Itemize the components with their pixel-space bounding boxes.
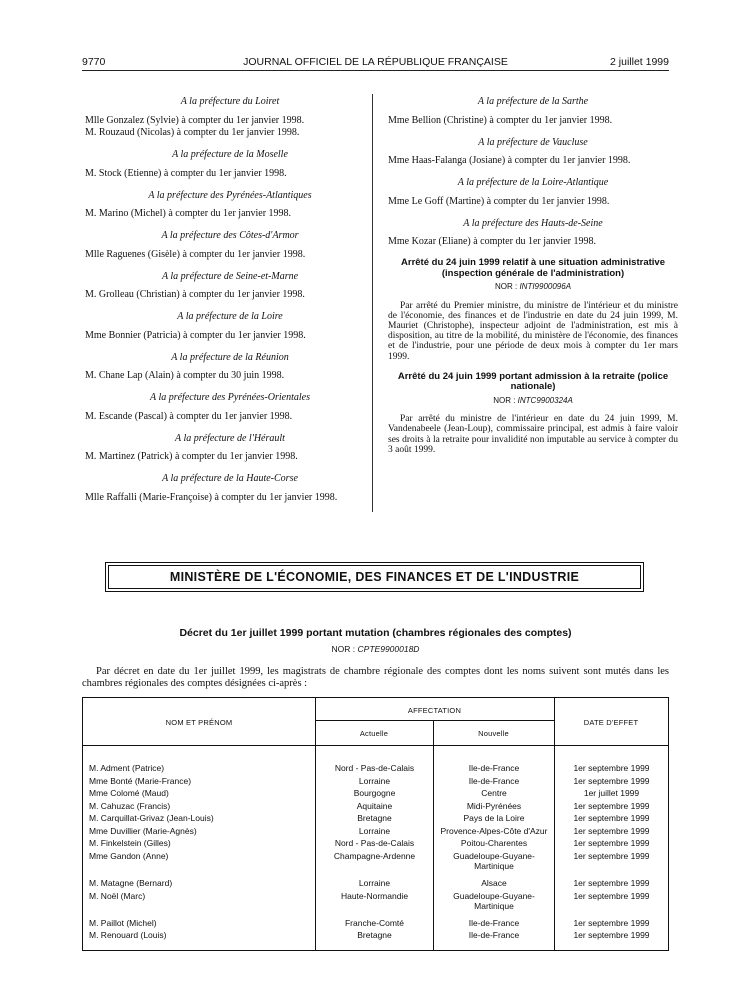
prefecture-heading: A la préfecture de la Loire-Atlantique xyxy=(457,177,609,188)
arrete-2-nor: NOR : INTC9900324A xyxy=(493,395,573,405)
appointment-entry: Mme Bellion (Christine) à compter du 1er janvier 1998. xyxy=(388,114,613,126)
row-affectation-actuelle: Franche-Comté xyxy=(344,918,405,928)
appointment-entry: M. Grolleau (Christian) à compter du 1er janvier 1998. xyxy=(85,289,305,300)
prefecture-heading: A la préfecture des Hauts-de-Seine xyxy=(463,217,603,229)
table-header-rule xyxy=(83,745,668,746)
row-name xyxy=(89,838,313,848)
col-header-affectation: AFFECTATION xyxy=(407,706,462,715)
row-name-text: M. Cahuzac (Francis) xyxy=(89,801,171,811)
prefecture-heading: A la préfecture de la Haute-Corse xyxy=(162,473,298,484)
row-name xyxy=(89,801,313,811)
prefecture-section xyxy=(85,311,375,342)
prefecture-heading: A la préfecture de l'Hérault xyxy=(175,432,285,444)
row-date-effet: 1er septembre 1999 xyxy=(573,918,650,928)
issue-date: 2 juillet 1999 xyxy=(610,56,669,68)
row-affectation-actuelle: Bourgogne xyxy=(353,788,396,798)
decret-nor: NOR : CPTE9900018D xyxy=(331,644,420,654)
prefecture-section xyxy=(388,137,678,168)
row-affectation-actuelle: Bretagne xyxy=(357,930,392,940)
col-header-nouvelle: Nouvelle xyxy=(478,729,509,738)
row-affectation-nouvelle: Ile-de-France xyxy=(468,930,520,940)
row-name-text: Mme Colomé (Maud) xyxy=(89,788,169,798)
header-rule xyxy=(82,70,669,71)
prefecture-section xyxy=(388,177,678,208)
page-number: 9770 xyxy=(82,56,106,68)
prefecture-section xyxy=(388,96,678,127)
appointment-entry: M. Martinez (Patrick) à compter du 1er janvier 1998. xyxy=(85,451,298,462)
row-name xyxy=(89,851,313,861)
row-name xyxy=(89,763,313,773)
row-affectation-actuelle: Lorraine xyxy=(358,776,391,786)
table-divider xyxy=(315,720,554,721)
row-name-text: M. Noël (Marc) xyxy=(89,891,146,901)
left-column xyxy=(85,96,375,514)
appointment-entry: Mme Bonnier (Patricia) à compter du 1er janvier 1998. xyxy=(85,329,306,341)
row-date-effet: 1er septembre 1999 xyxy=(573,826,650,836)
row-affectation-nouvelle: Pays de la Loire xyxy=(463,813,525,823)
arrete-1-nor: NOR : INTI9900096A xyxy=(494,282,572,291)
row-name xyxy=(89,788,313,798)
table-divider xyxy=(554,698,555,950)
row-affectation-nouvelle: Guadeloupe-Guyane-Martinique xyxy=(453,891,535,911)
decret-title: Décret du 1er juillet 1999 portant mutation (chambres régionales des comptes) xyxy=(179,627,572,639)
appointment-entry: Mlle Raffalli (Marie-Françoise) à compter du 1er janvier 1998. xyxy=(85,491,338,503)
prefecture-section xyxy=(85,230,375,261)
arrete-inspection xyxy=(388,258,678,362)
row-name xyxy=(89,930,313,940)
row-name-text: Mme Bonté (Marie-France) xyxy=(89,776,192,786)
row-affectation-nouvelle: Alsace xyxy=(481,878,507,888)
prefecture-section xyxy=(85,271,375,302)
row-affectation-actuelle: Nord - Pas-de-Calais xyxy=(334,838,415,848)
row-date-effet: 1er septembre 1999 xyxy=(573,763,650,773)
prefecture-section xyxy=(85,433,375,464)
prefecture-section xyxy=(388,218,678,249)
col-header-actuelle: Actuelle xyxy=(359,729,389,738)
row-affectation-nouvelle: Ile-de-France xyxy=(468,776,520,786)
prefecture-heading: A la préfecture de Seine-et-Marne xyxy=(161,270,299,282)
row-name xyxy=(89,776,313,786)
row-name-text: M. Finkelstein (Gilles) xyxy=(89,838,171,848)
appointment-entry: Mme Kozar (Eliane) à compter du 1er janvier 1998. xyxy=(388,236,596,247)
row-date-effet: 1er septembre 1999 xyxy=(573,813,650,823)
prefecture-section xyxy=(85,96,375,140)
col-header-name: NOM ET PRÉNOM xyxy=(165,718,233,727)
row-affectation-nouvelle: Midi-Pyrénées xyxy=(466,801,522,811)
row-name xyxy=(89,878,313,888)
prefecture-heading: A la préfecture des Pyrénées-Orientales xyxy=(150,392,310,403)
prefecture-heading: A la préfecture de la Sarthe xyxy=(477,96,589,107)
right-column xyxy=(388,96,678,465)
row-affectation-nouvelle: Ile-de-France xyxy=(468,918,520,928)
row-affectation-actuelle: Nord - Pas-de-Calais xyxy=(334,763,415,773)
row-date-effet: 1er septembre 1999 xyxy=(573,838,650,848)
appointment-entry: M. Stock (Etienne) à compter du 1er janvier 1998. xyxy=(85,167,287,179)
row-name xyxy=(89,826,313,836)
appointment-entry: M. Marino (Michel) à compter du 1er janvier 1998. xyxy=(85,208,292,219)
appointment-entry: M. Chane Lap (Alain) à compter du 30 juin 1998. xyxy=(85,370,285,381)
appointment-entry: Mme Le Goff (Martine) à compter du 1er janvier 1998. xyxy=(388,195,610,207)
decret-intro: Par décret en date du 1er juillet 1999, les magistrats de chambre régionale des comptes dont les noms suivent sont mutés dans les chambres régionales des comptes désignées ci-après : xyxy=(82,666,669,689)
prefecture-heading: A la préfecture de la Loire xyxy=(177,311,283,322)
right-prefecture-list xyxy=(388,96,678,249)
appointment-entry: M. Escande (Pascal) à compter du 1er janvier 1998. xyxy=(85,410,293,422)
arrete-2-title: Arrêté du 24 juin 1999 portant admission à la retraite (police nationale) xyxy=(397,370,669,393)
appointment-entry: Mme Haas-Falanga (Josiane) à compter du 1er janvier 1998. xyxy=(388,155,631,166)
col-header-date: DATE D'EFFET xyxy=(583,718,639,727)
arrete-1-title: Arrêté du 24 juin 1999 relatif à une situation administrative (inspection générale de l'administration) xyxy=(401,257,665,279)
row-date-effet: 1er septembre 1999 xyxy=(573,851,650,861)
prefecture-heading: A la préfecture de la Moselle xyxy=(172,149,288,160)
ministry-banner: MINISTÈRE DE L'ÉCONOMIE, DES FINANCES ET DE L'INDUSTRIE xyxy=(108,565,641,589)
row-affectation-actuelle: Bretagne xyxy=(357,813,392,823)
row-affectation-nouvelle: Ile-de-France xyxy=(468,763,520,773)
row-name-text: Mme Duvillier (Marie-Agnès) xyxy=(89,826,197,836)
row-name-text: M. Carquillat-Grivaz (Jean-Louis) xyxy=(89,813,214,823)
row-date-effet: 1er septembre 1999 xyxy=(573,891,650,901)
row-affectation-actuelle: Lorraine xyxy=(358,826,391,836)
row-date-effet: 1er septembre 1999 xyxy=(573,776,650,786)
prefecture-section xyxy=(85,149,375,180)
journal-title: JOURNAL OFFICIEL DE LA RÉPUBLIQUE FRANÇAISE xyxy=(243,56,508,68)
appointment-entry: M. Rouzaud (Nicolas) à compter du 1er janvier 1998. xyxy=(85,127,300,138)
prefecture-section xyxy=(85,473,375,504)
row-date-effet: 1er septembre 1999 xyxy=(573,878,650,888)
prefecture-heading: A la préfecture des Côtes-d'Armor xyxy=(161,230,299,241)
row-affectation-nouvelle: Guadeloupe-Guyane-Martinique xyxy=(453,851,535,871)
row-name-text: M. Matagne (Bernard) xyxy=(89,878,173,888)
row-name xyxy=(89,813,313,823)
row-date-effet: 1er septembre 1999 xyxy=(573,801,650,811)
prefecture-section xyxy=(85,392,375,423)
row-name xyxy=(89,891,313,901)
arrete-1-body: Par arrêté du Premier ministre, du ministre de l'intérieur et du ministre de l'économie, des finances et de l'industrie en date du 24 juin 1999, M. Mauriet (Christophe), inspecteur adjoint de l'administration, est mis à disposition, au titre de la mobilité, du ministère de l'économie, des finances et de l'industrie, pour une période de deux mois à compter du 1er mars 1999. xyxy=(388,300,678,362)
row-name-text: M. Adment (Patrice) xyxy=(89,763,165,773)
prefecture-heading: A la préfecture des Pyrénées-Atlantiques xyxy=(148,189,312,201)
row-affectation-actuelle: Haute-Normandie xyxy=(340,891,409,901)
prefecture-heading: A la préfecture de la Réunion xyxy=(171,351,289,363)
arrete-2-body: Par arrêté du ministre de l'intérieur en date du 24 juin 1999, M. Vandenabeele (Jean-Loup), commissaire principal, est admis à faire valoir ses droits à la retraite pour invalidité non imputable au service à compter du 3 août 1999. xyxy=(388,414,678,455)
appointment-entry: Mlle Gonzalez (Sylvie) à compter du 1er janvier 1998. xyxy=(85,114,305,126)
row-affectation-actuelle: Lorraine xyxy=(358,878,391,888)
row-affectation-nouvelle: Poitou-Charentes xyxy=(460,838,528,848)
row-name-text: M. Paillot (Michel) xyxy=(89,918,157,928)
row-name-text: M. Renouard (Louis) xyxy=(89,930,167,940)
appointment-entry: Mlle Raguenes (Gisèle) à compter du 1er janvier 1998. xyxy=(85,248,306,260)
prefecture-section xyxy=(85,190,375,221)
prefecture-heading: A la préfecture de Vaucluse xyxy=(478,136,588,148)
row-name-text: Mme Gandon (Anne) xyxy=(89,851,169,861)
mutation-table xyxy=(82,697,669,951)
prefecture-section xyxy=(85,352,375,383)
row-name xyxy=(89,918,313,928)
row-affectation-actuelle: Champagne-Ardenne xyxy=(333,851,416,861)
row-date-effet: 1er juillet 1999 xyxy=(583,788,640,798)
row-affectation-actuelle: Aquitaine xyxy=(356,801,393,811)
column-divider xyxy=(372,94,373,512)
row-affectation-nouvelle: Centre xyxy=(481,788,507,798)
prefecture-heading: A la préfecture du Loiret xyxy=(180,96,280,107)
row-affectation-nouvelle: Provence-Alpes-Côte d'Azur xyxy=(440,826,548,836)
row-date-effet: 1er septembre 1999 xyxy=(573,930,650,940)
arrete-retraite xyxy=(388,372,678,455)
